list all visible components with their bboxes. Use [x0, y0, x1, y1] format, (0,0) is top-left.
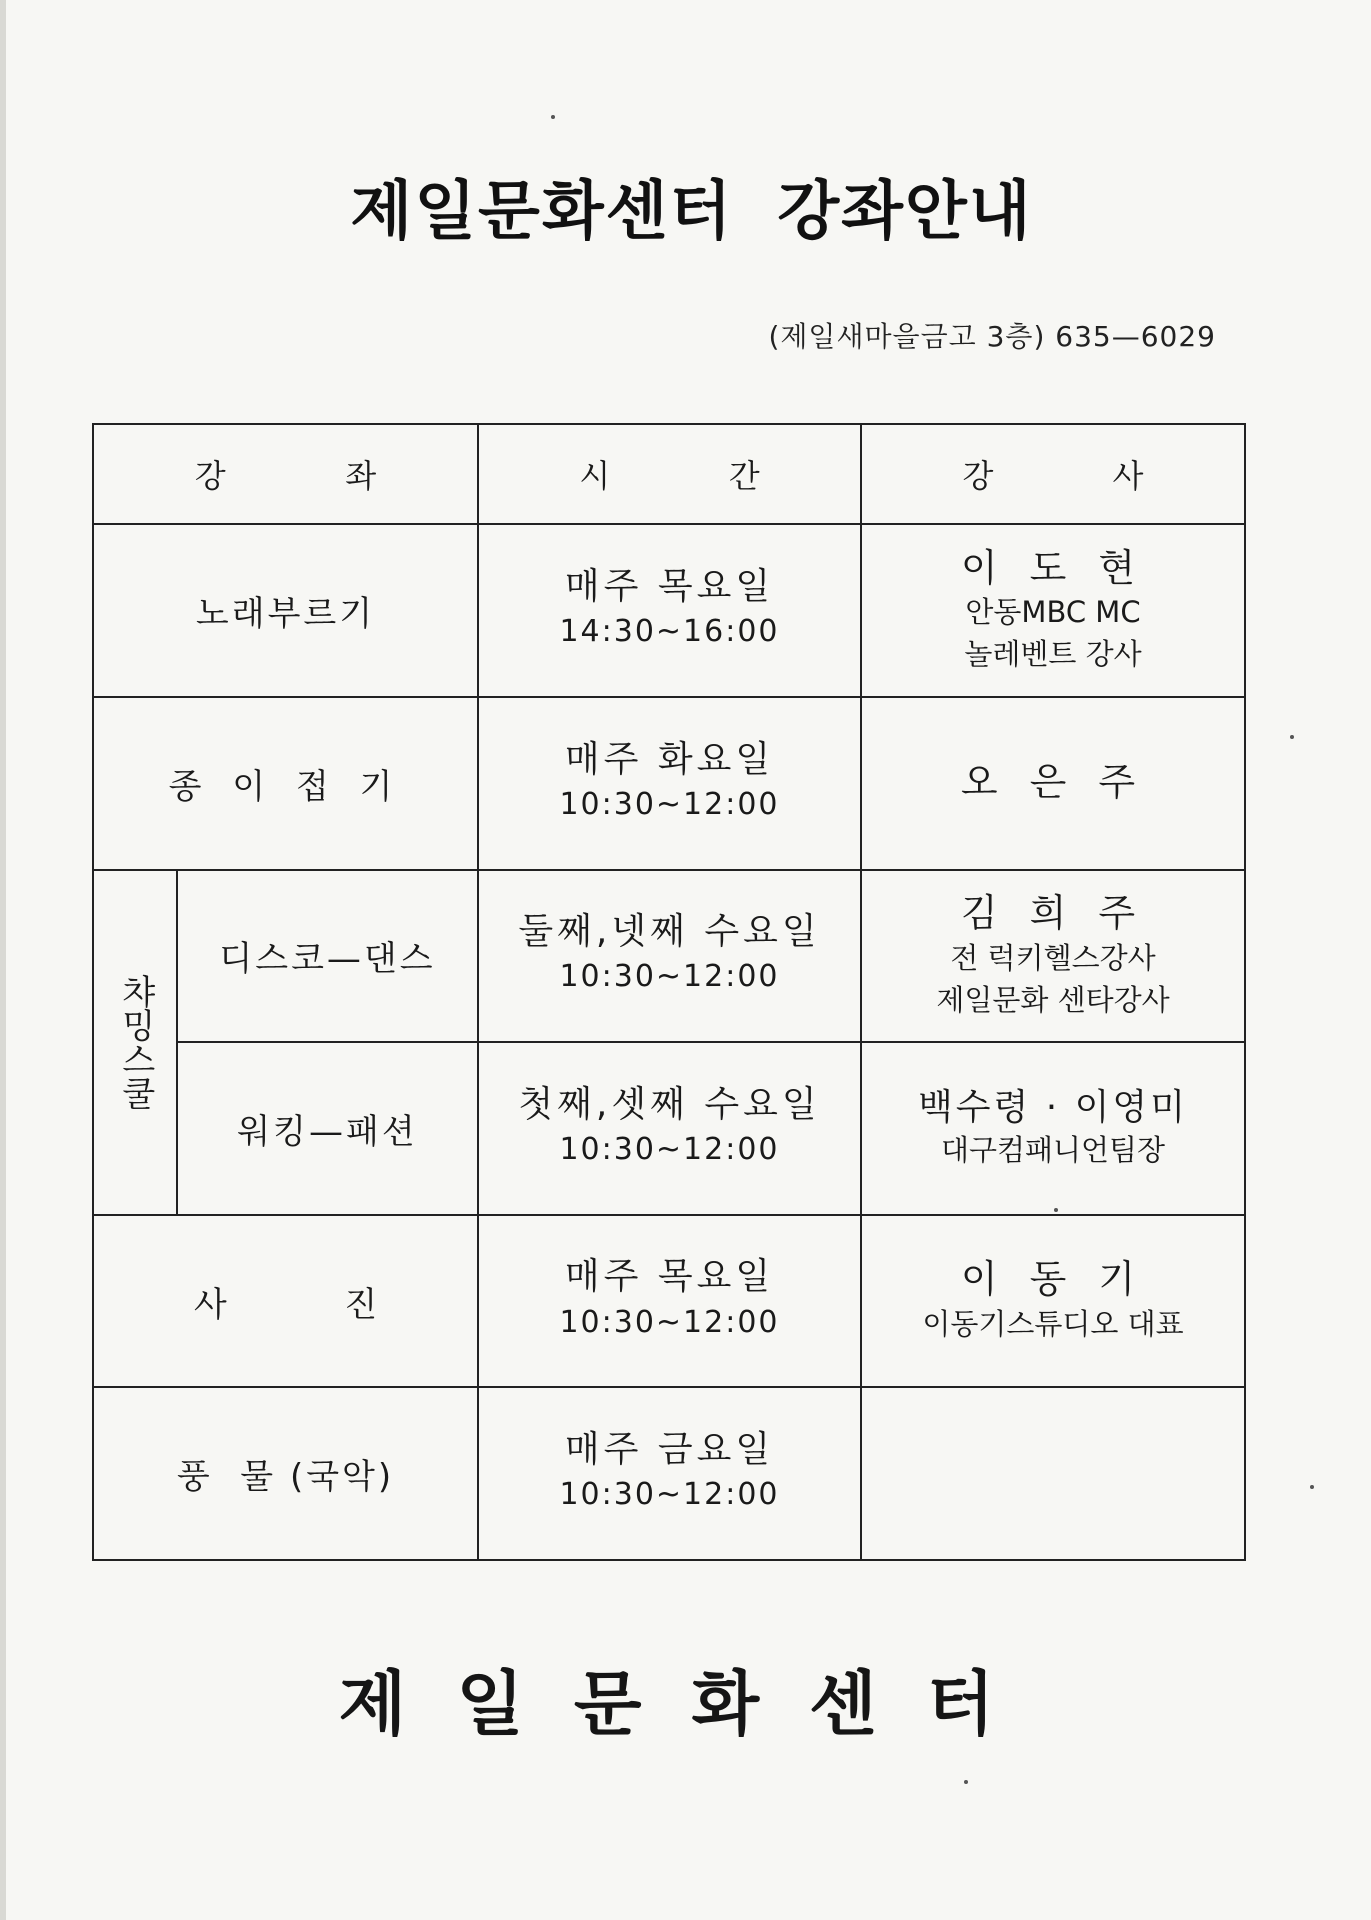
course-name: 종 이 접 기 — [93, 697, 478, 870]
course-schedule: 첫째,셋째 수요일 10:30~12:00 — [478, 1042, 861, 1215]
course-schedule: 매주 목요일 14:30~16:00 — [478, 524, 861, 697]
table-row — [93, 1387, 1245, 1560]
course-schedule: 매주 화요일 10:30~12:00 — [478, 697, 861, 870]
course-name: 사 진 — [93, 1215, 478, 1388]
paper-speck — [551, 115, 555, 119]
header-time: 시 간 — [478, 424, 861, 524]
paper-speck — [1054, 1208, 1058, 1212]
course-name: 노래부르기 — [93, 524, 478, 697]
course-name: 워킹—패션 — [177, 1042, 478, 1215]
address-phone: (제일새마을금고 3층) 635—6029 — [768, 320, 1216, 353]
course-name: 디스코—댄스 — [177, 870, 478, 1043]
paper-speck — [1290, 735, 1294, 739]
course-name: 풍 물 (국악) — [93, 1387, 478, 1560]
course-schedule: 둘째,넷째 수요일 10:30~12:00 — [478, 870, 861, 1043]
course-schedule-table — [92, 423, 1246, 1561]
table-row — [93, 870, 1245, 1043]
header-course: 강 좌 — [93, 424, 478, 524]
footer-org-name: 제일문화센터 — [338, 1663, 1045, 1745]
table-header-row — [93, 424, 1245, 524]
paper-speck — [964, 1780, 968, 1784]
page-title — [6, 160, 1371, 252]
table-row — [93, 697, 1245, 870]
paper-speck — [1310, 1485, 1314, 1489]
course-instructor: 이 도 현 안동MBC MC 놀레벤트 강사 — [861, 524, 1245, 697]
group-label-cell — [93, 870, 177, 1215]
course-schedule: 매주 목요일 10:30~12:00 — [478, 1215, 861, 1388]
title-part1: 제일문화센터 — [350, 175, 734, 249]
table-row — [93, 1042, 1245, 1215]
course-instructor: 오 은 주 — [861, 697, 1245, 870]
table-row — [93, 524, 1245, 697]
course-instructor: 김 희 주 전 럭키헬스강사 제일문화 센타강사 — [861, 870, 1245, 1043]
course-instructor: 백수령 · 이영미 대구컴패니언팀장 — [861, 1042, 1245, 1215]
table-row — [93, 1215, 1245, 1388]
header-instructor: 강 사 — [861, 424, 1245, 524]
course-schedule: 매주 금요일 10:30~12:00 — [478, 1387, 861, 1560]
group-label: 챠밍스쿨 — [115, 974, 156, 1111]
course-instructor: 이 동 기 이동기스튜디오 대표 — [861, 1215, 1245, 1388]
title-part2: 강좌안내 — [777, 175, 1033, 249]
course-instructor — [861, 1387, 1245, 1560]
